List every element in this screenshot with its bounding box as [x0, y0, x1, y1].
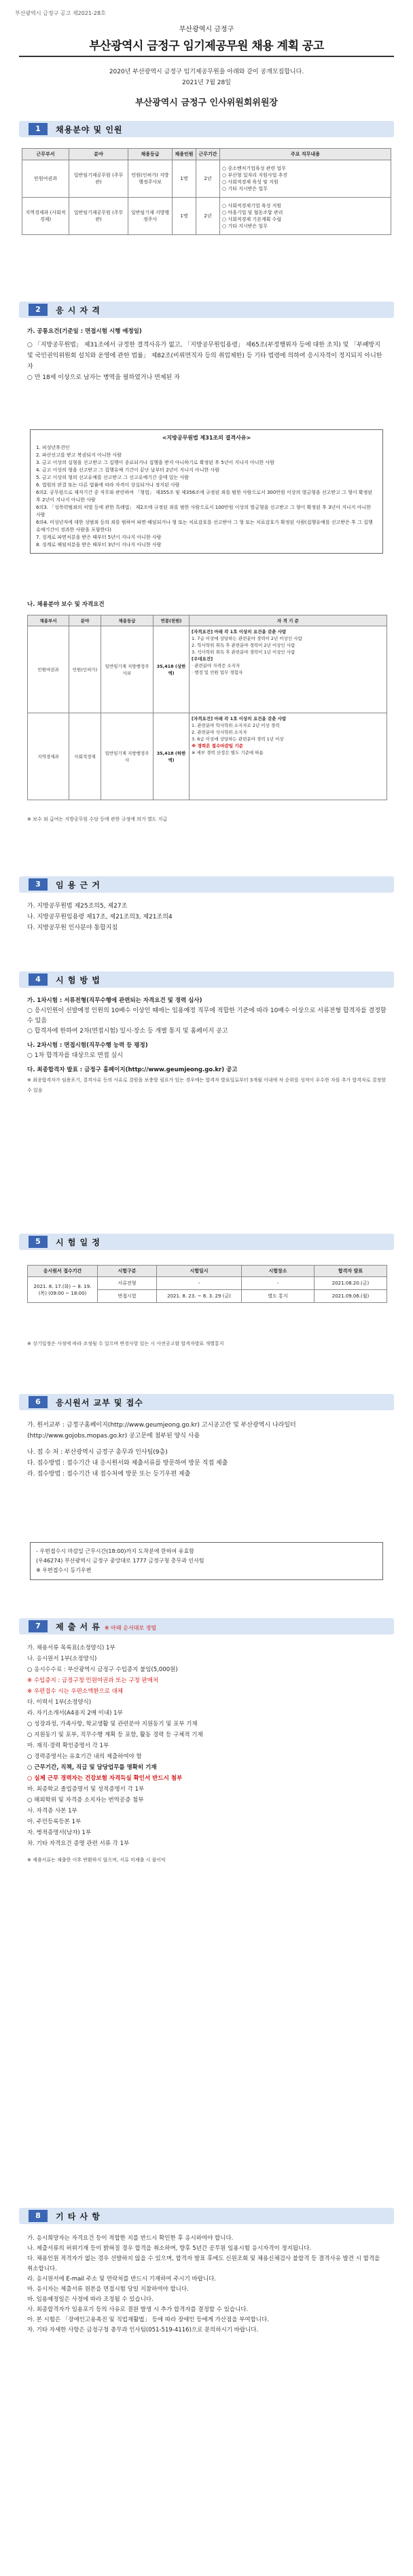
- table-cell: 별도 통지: [242, 1290, 315, 1303]
- criteria-line: 3. 석사학위 취득 후 관련분야 경력이 1년 이상인 사람: [192, 649, 295, 655]
- list-item: 3. 금고 이상의 실형을 선고받고 그 집행이 종료되거나 집행을 받지 아니하기로 확정된 후 5년이 지나지 아니한 사람: [36, 460, 275, 465]
- table-cell: 1명: [173, 198, 196, 235]
- list-item: 6의4. 미성년자에 대한 성범죄 등의 죄를 범하여 파면·해임되거나 형 또는 치료감호를 선고받아 그 형 또는 치료감호가 확정된 사람(집행유예를 선고받은 후 그 집행유예기간이 경과한 사람을 포함한다): [36, 520, 373, 533]
- list-item: 6. 법원의 판결 또는 다른 법률에 따라 자격이 상실되거나 정지된 사람: [36, 482, 180, 488]
- table-header: 근무부서: [22, 149, 69, 160]
- list-item: ※ 최종합격자가 임용포기, 결격사유 등의 사유로 결원을 보충할 필요가 있는 경우에는 합격자 발표일로부터 3개월 이내에 차 순위를 성적이 우수한 자를 추가 합격자로 결정할 수 있음: [27, 1077, 387, 1093]
- table-cell: 2년: [196, 198, 220, 235]
- table-cell: [220, 160, 391, 198]
- list-item: 자. 병적증명서(남자) 1부: [27, 1829, 92, 1836]
- box-title: <지방공무원법 제31조의 결격사유>: [162, 435, 251, 441]
- title-divider: [19, 56, 394, 57]
- list-item: 사. 최종합격자가 임용포기 등의 사유로 결원 발생 시 추가 합격자를 결정할 수 있습니다.: [27, 2306, 249, 2313]
- documents-note: ※ 제출서류는 제출한 이후 반환하지 않으며, 서류 미제출 시 불이익: [27, 1857, 166, 1863]
- criteria-line: 2. 학사학위 취득 후 관련분야 경력이 2년 이상인 사람: [192, 643, 295, 648]
- section-label-text: 제 출 서 류: [56, 1622, 101, 1632]
- list-item: - 우편접수시 마감일 근무시간(18:00)까지 도착분에 한하여 유효함: [36, 1548, 194, 1554]
- intro-text: [0, 67, 413, 88]
- table-cell: 일반임기제 지방행정주사: [101, 713, 154, 800]
- subsection-title: 나. 2차시험 : 면접시험(직무수행 능력 등 평정): [27, 1042, 148, 1049]
- table-header: 근무기간: [196, 149, 220, 160]
- table-header: 채용등급: [128, 149, 173, 160]
- table-cell: 민원(인허가) 지방행정주사보: [128, 160, 173, 198]
- list-item: ○ 성장과정, 가족사항, 학교생활 및 관련분야 지원동기 및 포부 기재: [27, 1721, 198, 1728]
- list-item: 바. 임용예정일은 사정에 따라 조정될 수 있습니다.: [27, 2296, 154, 2303]
- legal-basis: [27, 901, 387, 933]
- section-number: 8: [29, 2210, 48, 2222]
- section-label: 채용분야 및 인원: [56, 125, 123, 135]
- section-header-6: [19, 1394, 394, 1410]
- table-header: 채용부서: [28, 615, 69, 626]
- table-cell: 민원여권과: [28, 626, 69, 713]
- qualification-common: [27, 326, 387, 383]
- list-item: 나. 제출서류의 허위기재 등이 밝혀질 경우 합격을 취소하며, 향후 5년간 공무원 임용시험 응시자격이 정지됩니다.: [27, 2245, 312, 2252]
- section-number: 4: [29, 973, 48, 986]
- table-row: [28, 1277, 387, 1290]
- table-cell: [190, 713, 387, 800]
- table-header: 시험장소: [242, 1266, 315, 1277]
- list-item: 7. 징계로 파면처분을 받은 때부터 5년이 지나지 아니한 사람: [36, 535, 162, 540]
- list-item: 1. 피성년후견인: [36, 445, 70, 450]
- list-item: ○ 응시인원이 선발예정 인원의 10배수 이상인 때에는 임용예정 직무에 적합한 기준에 따라 10배수 이상으로 서류전형 합격자를 결정할 수 있음: [27, 1007, 387, 1024]
- list-item: 자. 기타 자세한 사항은 금정구청 총무과 인사팀(051-519-4116)으로 문의하시기 바랍니다.: [27, 2327, 259, 2333]
- duty-line: ○ 중소벤처기업육성 관련 업무: [222, 166, 286, 171]
- list-item: 사. 자격증 사본 1부: [27, 1808, 77, 1814]
- table-cell: 민원(인허가): [69, 626, 101, 713]
- subsection-title: 가. 1차시험 : 서류전형(직무수행에 관련되는 자격요건 및 경력 심사): [27, 997, 202, 1004]
- list-item: 다. 이력서 1부(소정양식): [27, 1699, 92, 1706]
- table-header: 채용인원: [173, 149, 196, 160]
- section-label: 임 용 근 거: [56, 880, 101, 890]
- criteria-line: 1. 7급 이상에 상당하는 관련분야 경력이 2년 이상인 사람: [192, 636, 302, 641]
- list-item: 가. 원서교부 : 금정구홈페이지(http://www.geumjeong.go.kr) 고시공고란 및 부산광역시 나라일터(http://www.gojobs.mopas.go.kr) 공고문에 첨부된 양식 사용: [27, 1422, 296, 1439]
- intro-line: 2020년 부산광역시 금정구 임기제공무원을 아래와 같이 공개모집합니다.: [109, 69, 304, 75]
- criteria-line: [자격요건] 아래 각 1호 이상의 요건을 갖춘 사람: [192, 716, 287, 721]
- criteria-line: · 행정 및 민원 업무 경험자: [192, 670, 243, 675]
- list-item: 다. 접수방법 : 접수기간 내 응시원서와 제출서류를 방문하여 방문 직접 제출: [27, 1460, 228, 1467]
- list-item: 가. 지방공무원법 제25조의5, 제27조: [27, 903, 128, 910]
- table-header: 자 격 기 준: [190, 615, 387, 626]
- list-item: ※ 우편접수시 등기우편: [36, 1567, 92, 1573]
- subsection-title: 다. 최종합격자 발표 : 금정구 홈페이지(http://www.geumjeong.go.kr) 공고: [27, 1067, 238, 1073]
- duty-line: ○ 사회적경제 육성 및 지원: [222, 179, 279, 185]
- notice-number: 부산광역시 금정구 공고 제2021-28호: [15, 10, 106, 16]
- table-cell: [220, 198, 391, 235]
- list-item: 다. 채용인원 적격자가 없는 경우 선발하지 않을 수 있으며, 합격자 발표 후에도 신원조회 및 채용신체검사 불합격 등 결격사유 발견 시 합격을 취소합니다.: [27, 2255, 380, 2272]
- criteria-line: [우대요건]: [192, 656, 213, 662]
- list-item: 다. 지방공무원 인사분야 통합지침: [27, 925, 118, 931]
- table-header: 합격자 발표: [315, 1266, 387, 1277]
- table-cell: 2021. 8. 17.(화) ~ 8. 19.(목) (09:00 ~ 18:00): [28, 1277, 98, 1303]
- exam-method: [27, 996, 387, 1096]
- table-cell: 일반임기제공무원 (주무관): [69, 160, 128, 198]
- list-item: ○ 해외학위 및 자격증 소지자는 번역공증 첨부: [27, 1797, 144, 1804]
- list-item: 2. 파산선고를 받고 복권되지 아니한 사람: [36, 452, 122, 458]
- list-item: 6의3. 「성폭력범죄의 처벌 등에 관한 특례법」 제2조에 규정된 죄를 범한 사람으로서 100만원 이상의 벌금형을 선고받고 그 형이 확정된 후 3년이 지나지 아니한 사람: [36, 505, 372, 518]
- list-item: ○ 실제 근무 경력자는 건강보험 자격득실 확인서 반드시 첨부: [27, 1775, 183, 1782]
- list-item: ○ 응시수수료 : 부산광역시 금정구 수입증지 붙임(5,000원): [27, 1666, 178, 1673]
- list-item: 아. 본 시험은 「장애인고용촉진 및 직업재활법」 등에 따라 장애인 등에게 가산점을 부여합니다.: [27, 2316, 269, 2323]
- list-item: 나. 지방공무원임용령 제17조, 제21조의3, 제21조의4: [27, 914, 173, 920]
- section-header-3: [19, 876, 394, 893]
- section-number: 6: [29, 1396, 48, 1408]
- list-item: ○ 지원동기 및 포부, 직무수행 계획 등 포함, 활동 경력 등 구체적 기재: [27, 1732, 203, 1738]
- section-note: ※ 아래 순서대로 정렬: [104, 1625, 157, 1631]
- table-cell: -: [157, 1277, 242, 1290]
- application-info: [27, 1420, 387, 1480]
- list-item: 가. 채용서류 목록표(소정양식) 1부: [27, 1645, 115, 1651]
- table-cell: 2021.08.20.(금): [315, 1277, 387, 1290]
- list-item: 나. 응시원서 1부(소정양식): [27, 1656, 97, 1662]
- subsection-title: 나. 채용분야 보수 및 자격요건: [27, 601, 105, 608]
- duty-line: ○ 부산형 일자리 지원사업 추진: [222, 173, 288, 178]
- table-header: 시험일시: [157, 1266, 242, 1277]
- list-item: 마. 재직·경력 확인증명서 각 1부: [27, 1742, 109, 1749]
- table-cell: 35,418 (상한액): [154, 626, 190, 713]
- section-number: 2: [29, 304, 48, 316]
- table-row: [22, 198, 391, 235]
- section-label: 응시원서 교부 및 접수: [56, 1398, 143, 1408]
- title-subtitle: 부산광역시 금정구: [179, 26, 234, 33]
- list-item: ○ 1차 합격자를 대상으로 면접 실시: [27, 1052, 123, 1059]
- disqualification-box: [30, 429, 383, 554]
- issuer: 부산광역시 금정구 인사위원회위원장: [135, 98, 278, 108]
- list-item: ※ 수입증지 : 금정구청 민원여권과 또는 구청 판매처: [27, 1677, 159, 1684]
- section-label: [56, 1621, 156, 1632]
- table-header: 분야: [69, 149, 128, 160]
- schedule-table: [27, 1265, 387, 1303]
- mail-notice-box: [30, 1542, 383, 1580]
- table-cell: 35,418 (하한액): [154, 713, 190, 800]
- table-row: [28, 713, 387, 800]
- schedule-note: ※ 상기일정은 사정에 따라 조정될 수 있으며 변경사항 있는 시 사전공고함 합격자발표 개별통지: [27, 1341, 224, 1346]
- criteria-line: · 관련분야 자격증 소지자: [192, 663, 240, 668]
- criteria-line: ※ 세부 경력 산정은 별도 기준에 따름: [192, 750, 264, 755]
- list-item: 6의2. 공무원으로 재직기간 중 직무와 관련하여 「형법」 제355조 및 제356조에 규정된 죄를 범한 사람으로서 300만원 이상의 벌금형을 선고받고 그 형이 확정된 후 2년이 지나지 아니한 사람: [36, 490, 373, 503]
- list-item: 차. 기타 자격요건 증명 관련 서류 각 1부: [27, 1840, 130, 1847]
- criteria-line: 2. 관련분야 석사학위 소지자: [192, 730, 247, 735]
- table-header: 주요 직무내용: [220, 149, 391, 160]
- list-item: ○ 만 18세 이상으로 남자는 병역을 필하였거나 면제된 자: [27, 374, 180, 381]
- table-cell: 일반임기제 지방행정주사보: [101, 626, 154, 713]
- list-item: 마. 응시자는 제출서류 원본을 면접시험 당일 지참하여야 합니다.: [27, 2286, 189, 2293]
- table-cell: 일반임기제공무원 (주무관): [69, 198, 128, 235]
- table-cell: 지역경제과: [28, 713, 69, 800]
- table-row: [22, 160, 391, 198]
- list-item: ○ 근무기간, 직책, 직급 및 담당업무를 명확히 기재: [27, 1764, 157, 1771]
- intro-date: 2021년 7월 28일: [182, 79, 231, 86]
- table-header: 시험구분: [98, 1266, 157, 1277]
- criteria-line: 1. 관련분야 학사학위 소지자로 2년 이상 경력: [192, 723, 280, 728]
- subsection-title: 가. 공통요건(기준일 : 면접시험 시행 예정일): [27, 328, 142, 335]
- section-header-1: [19, 121, 394, 137]
- salary-note: ※ 보수 외 급여는 지방공무원 수당 등에 관한 규정에 의거 별도 지급: [27, 817, 168, 822]
- salary-criteria-table: [27, 615, 387, 800]
- table-cell: 사회적경제: [69, 713, 101, 800]
- table-cell: 면접시험: [98, 1290, 157, 1303]
- duty-line: ○ 사회적경제 기본계획 수립: [222, 217, 282, 222]
- criteria-line: ※ 경력은 접수마감일 기준: [192, 743, 243, 749]
- section-header-4: [19, 971, 394, 988]
- criteria-line: 3. 6급 이상에 상당하는 관련분야 경력 1년 이상: [192, 736, 284, 742]
- table-cell: 2021. 8. 23. ~ 8. 3. 29 (금): [157, 1290, 242, 1303]
- table-cell: 1명: [173, 160, 196, 198]
- table-cell: [190, 626, 387, 713]
- list-item: 라. 자기소개서(A4용지 2매 이내) 1부: [27, 1710, 123, 1717]
- table-cell: 2021.09.06.(월): [315, 1290, 387, 1303]
- list-item: 라. 접수방법 : 접수기간 내 접수처에 방문 또는 등기우편 제출: [27, 1471, 191, 1478]
- section-header-2: [19, 302, 394, 318]
- list-item: 8. 징계로 해임처분을 받은 때부터 3년이 지나지 아니한 사람: [36, 542, 162, 548]
- section-label: 시 험 방 법: [56, 976, 101, 985]
- list-item: 4. 금고 이상의 형을 선고받고 그 집행유예 기간이 끝난 날부터 2년이 지나지 아니한 사람: [36, 467, 219, 473]
- page-title: 부산광역시 금정구 임기제공무원 채용 계획 공고: [89, 39, 324, 53]
- list-item: 5. 금고 이상의 형의 선고유예를 선고받고 그 선고유예기간 중에 있는 사람: [36, 475, 190, 480]
- table-cell: -: [242, 1277, 315, 1290]
- list-item: (우46274) 부산광역시 금정구 중앙대로 1777 금정구청 총무과 인사팀: [36, 1558, 204, 1564]
- table-cell: 2년: [196, 160, 220, 198]
- other-notes: [27, 2234, 387, 2336]
- table-row: [28, 626, 387, 713]
- duty-line: ○ 사회적경제기업 육성 지원: [222, 203, 282, 209]
- section-label: 기 타 사 항: [56, 2212, 101, 2221]
- table-header: 분야: [69, 615, 101, 626]
- table-cell: 지역경제과 (사회적경제): [22, 198, 69, 235]
- list-item: 바. 최종학교 졸업증명서 및 성적증명서 각 1부: [27, 1786, 145, 1793]
- section-header-8: [19, 2208, 394, 2224]
- list-item: ※ 우편접수 시는 우편소액환으로 대체: [27, 1688, 124, 1695]
- table-header: 채용등급: [101, 615, 154, 626]
- list-item: ○ 경력증명서는 유효기간 내의 제출하여야 함: [27, 1753, 142, 1760]
- table-header: 응시원서 접수기간: [28, 1266, 98, 1277]
- salary-subsection: [27, 601, 387, 609]
- table-cell: 일반임기제 지방행정주사: [128, 198, 173, 235]
- table-cell: 민원여권과: [22, 160, 69, 198]
- section-number: 3: [29, 878, 48, 891]
- section-label: 시 험 일 정: [56, 1238, 101, 1247]
- section-number: 5: [29, 1236, 48, 1248]
- criteria-line: [자격요건] 아래 각 1호 이상의 요건을 갖춘 사람: [192, 629, 287, 634]
- section-number: 1: [29, 123, 48, 135]
- duty-line: ○ 기타 지시받은 업무: [222, 186, 268, 192]
- table-header: 연봉(천원): [154, 615, 190, 626]
- section-header-5: [19, 1234, 394, 1250]
- section-number: 7: [29, 1620, 48, 1632]
- title-block: [0, 23, 413, 53]
- list-item: ○ 「지방공무원법」 제31조에서 규정한 결격사유가 없고, 「지방공무원임용령」 제65조(부정행위자 등에 대한 조치) 및 「부패방지 및 국민권익위원회 설치와 운영에 관한 법률」 제82조(비위면직자 등의 취업제한) 등 기타 법령에 의하여 응시자격이 정지되지 아니한 자: [27, 342, 382, 370]
- duty-line: ○ 마을기업 및 협동조합 관리: [222, 210, 283, 215]
- duty-line: ○ 기타 지시받은 업무: [222, 223, 268, 229]
- list-item: 나. 접 수 처 : 부산광역시 금정구 총무과 인사팀(9층): [27, 1449, 168, 1456]
- section-header-7: [19, 1618, 394, 1634]
- required-documents: [27, 1643, 387, 1865]
- list-item: ○ 합격자에 한하여 2차(면접시험) 일시·장소 등 개별 통지 및 홈페이지 공고: [27, 1028, 228, 1035]
- list-item: 가. 응시희망자는 자격요건 등이 적합한 지를 반드시 확인한 후 응시하여야 합니다.: [27, 2235, 234, 2242]
- list-item: 아. 주민등록등본 1부: [27, 1819, 82, 1825]
- list-item: 라. 응시원서에 E-mail 주소 및 연락처를 반드시 기재하여 주시기 바랍니다.: [27, 2276, 217, 2283]
- table-cell: 서류전형: [98, 1277, 157, 1290]
- section-label: 응 시 자 격: [56, 306, 101, 315]
- recruitment-table: [22, 148, 391, 235]
